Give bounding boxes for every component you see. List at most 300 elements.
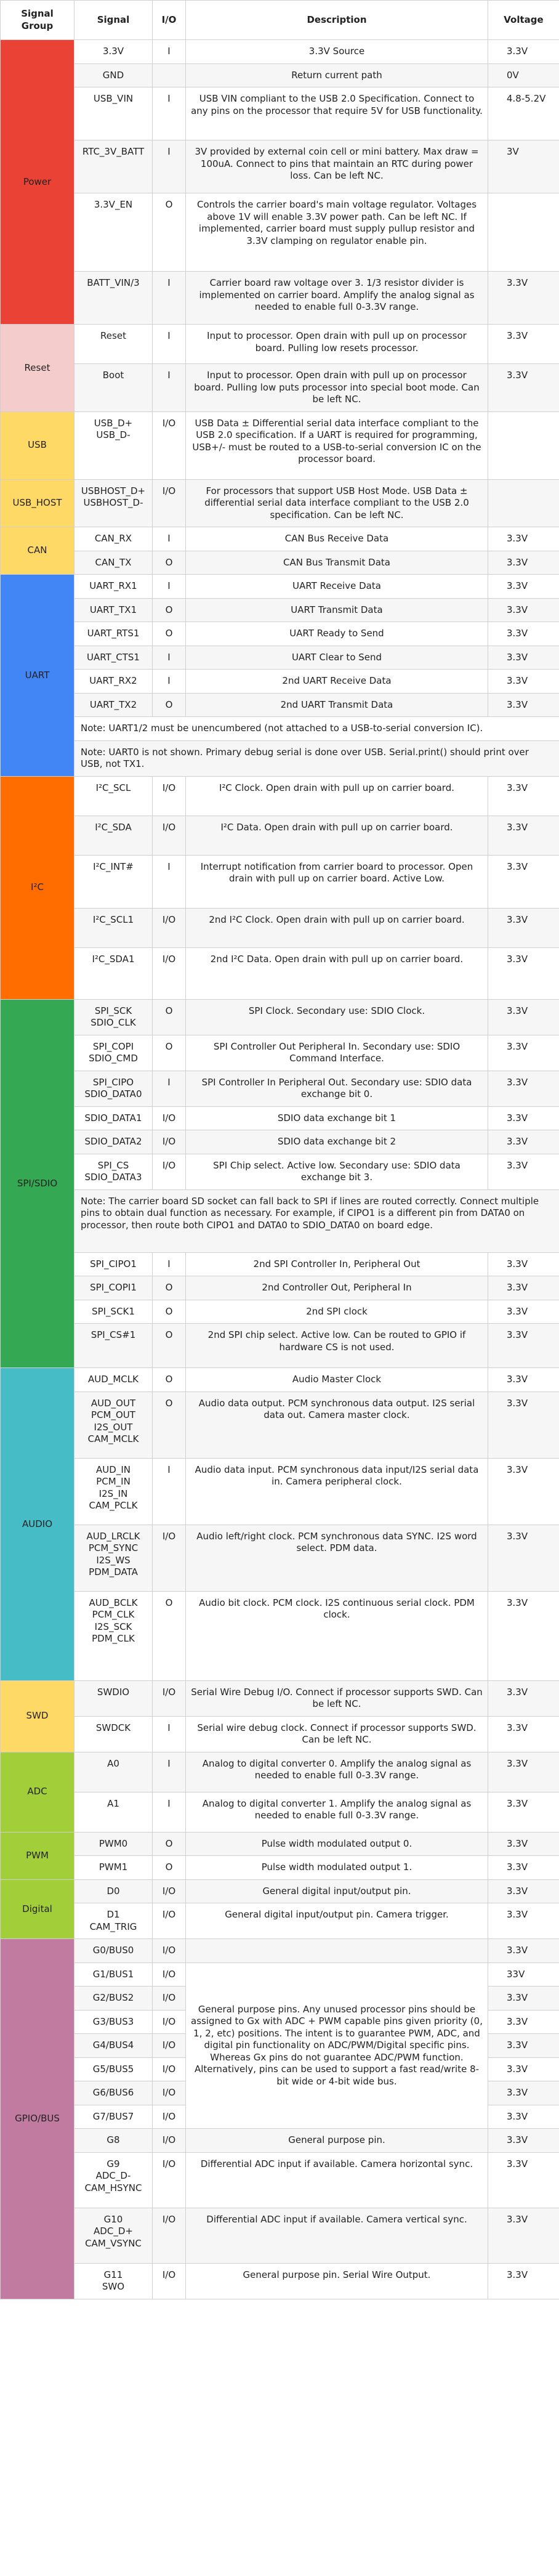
description-cell: I²C Clock. Open drain with pull up on carrier board. [186, 776, 488, 816]
voltage-cell: 3.3V [488, 947, 559, 999]
description-cell: USB VIN compliant to the USB 2.0 Specification. Connect to any pins on the processor that require 5V for USB functionality. [186, 87, 488, 140]
group-cell-digital: Digital [1, 1879, 74, 1939]
description-cell: Analog to digital converter 1. Amplify the analog signal as needed to enable full 0-3.3V range. [186, 1792, 488, 1832]
description-cell: Differential ADC input if available. Camera vertical sync. [186, 2208, 488, 2263]
signal-name: SPI_CIPO [92, 1076, 134, 1088]
description-cell: SDIO data exchange bit 2 [186, 1130, 488, 1154]
io-cell: I/O [153, 1525, 186, 1591]
table-row [1, 999, 559, 1035]
signal-cell [74, 947, 153, 999]
voltage-cell: 3.3V [488, 1716, 559, 1752]
signal-cell [74, 1276, 153, 1300]
signal-cell [74, 87, 153, 140]
table-row [1, 2208, 559, 2263]
signal-name: CAN_TX [95, 556, 132, 568]
signal-cell [74, 816, 153, 855]
table-row [1, 1856, 559, 1880]
table-row [1, 364, 559, 412]
io-cell: I [153, 87, 186, 140]
signal-cell [74, 2057, 153, 2081]
description-cell: Audio Master Clock [186, 1368, 488, 1392]
description-cell: SDIO data exchange bit 1 [186, 1106, 488, 1130]
description-cell: Analog to digital converter 0. Amplify the analog signal as needed to enable full 0-3.3V range. [186, 1752, 488, 1792]
signal-cell [74, 2081, 153, 2105]
table-row [1, 1106, 559, 1130]
signal-name: USBHOST_D+ [81, 485, 146, 496]
io-cell: I [153, 855, 186, 908]
io-cell: O [153, 1591, 186, 1680]
signal-name: A0 [107, 1757, 119, 1769]
signal-name: AUD_MCLK [88, 1374, 139, 1385]
table-row [1, 1368, 559, 1392]
voltage-cell: 3.3V [488, 1458, 559, 1525]
signal-cell [74, 1130, 153, 1154]
voltage-cell: 3.3V [488, 2057, 559, 2081]
voltage-cell: 3.3V [488, 527, 559, 551]
voltage-cell: 3.3V [488, 2010, 559, 2034]
io-cell: I [153, 1458, 186, 1525]
table-row [1, 776, 559, 816]
description-cell: CAN Bus Receive Data [186, 527, 488, 551]
signal-name: I²C_SDA1 [92, 953, 135, 965]
signal-cell [74, 1716, 153, 1752]
header-signal: Signal [74, 1, 153, 40]
table-row [1, 1792, 559, 1832]
header-voltage: Voltage [488, 1, 559, 40]
voltage-cell: 3.3V [488, 40, 559, 64]
voltage-cell: 3.3V [488, 2105, 559, 2129]
group-cell-audio: AUDIO [1, 1368, 74, 1681]
signal-cell [74, 1987, 153, 2011]
signal-name: PCM_IN [96, 1476, 131, 1487]
signal-name: AUD_BCLK [89, 1597, 138, 1608]
description-cell: Audio left/right clock. PCM synchronous data SYNC. I2S word select. PDM data. [186, 1525, 488, 1591]
signal-name: CAM_HSYNC [84, 2182, 142, 2193]
description-cell: 2nd UART Transmit Data [186, 693, 488, 717]
io-cell: I/O [153, 2057, 186, 2081]
description-cell: General purpose pin. [186, 2129, 488, 2153]
voltage-cell: 3.3V [488, 1154, 559, 1189]
voltage-cell: 3.3V [488, 855, 559, 908]
io-cell: O [153, 622, 186, 646]
io-cell: I/O [153, 1903, 186, 1939]
signal-cell [74, 411, 153, 479]
io-cell: O [153, 1276, 186, 1300]
signal-name: SWO [102, 2281, 125, 2292]
table-body [1, 40, 559, 2299]
signal-cell [74, 2105, 153, 2129]
signal-name: PDM_CLK [92, 1633, 135, 1644]
io-cell: O [153, 1832, 186, 1856]
signal-name: SPI_SCK1 [92, 1305, 135, 1317]
description-cell: General digital input/output pin. Camera trigger. [186, 1903, 488, 1939]
signal-name: G8 [107, 2134, 120, 2145]
io-cell: I/O [153, 2105, 186, 2129]
signal-name: CAM_TRIG [89, 1921, 137, 1932]
voltage-cell: 3.3V [488, 1939, 559, 1963]
table-row [1, 551, 559, 575]
signal-name: PWM0 [99, 1837, 128, 1849]
signal-cell [74, 2129, 153, 2153]
io-cell: I [153, 1071, 186, 1106]
description-cell: UART Ready to Send [186, 622, 488, 646]
signal-cell [74, 575, 153, 599]
signal-cell [74, 1391, 153, 1458]
io-cell: I [153, 1252, 186, 1276]
voltage-cell: 3.3V [488, 2081, 559, 2105]
signal-cell [74, 63, 153, 87]
table-row [1, 1903, 559, 1939]
table-row [1, 1154, 559, 1189]
header-row [1, 1, 559, 40]
signal-cell [74, 2034, 153, 2058]
description-cell: Differential ADC input if available. Camera horizontal sync. [186, 2152, 488, 2208]
voltage-cell: 3.3V [488, 1591, 559, 1680]
io-cell: I/O [153, 1939, 186, 1963]
signal-cell [74, 1324, 153, 1368]
io-cell: I [153, 140, 186, 193]
description-cell: 2nd SPI Controller In, Peripheral Out [186, 1252, 488, 1276]
signal-name: ADC_D+ [94, 2226, 133, 2237]
voltage-cell: 3.3V [488, 1252, 559, 1276]
group-cell-power: Power [1, 40, 74, 325]
voltage-cell: 3.3V [488, 1680, 559, 1716]
table-row [1, 1832, 559, 1856]
table-row [1, 693, 559, 717]
header-io: I/O [153, 1, 186, 40]
signal-cell [74, 855, 153, 908]
signal-name: I²C_SCL [95, 782, 131, 793]
io-cell: I [153, 646, 186, 670]
voltage-cell: 3.3V [488, 1106, 559, 1130]
voltage-cell: 3.3V [488, 1035, 559, 1071]
io-cell: I/O [153, 816, 186, 855]
signal-name: USB_D+ [94, 417, 133, 429]
group-cell-pwm: PWM [1, 1832, 74, 1879]
table-row [1, 670, 559, 694]
signal-name: G3/BUS3 [92, 2015, 134, 2027]
io-cell: I [153, 325, 186, 364]
voltage-cell: 3V [488, 140, 559, 193]
signal-name: I2S_WS [96, 1554, 131, 1566]
description-cell: SPI Chip select. Active low. Secondary use: SDIO data exchange bit 3. [186, 1154, 488, 1189]
signal-name: SWDIO [97, 1686, 130, 1698]
io-cell: O [153, 693, 186, 717]
voltage-cell: 3.3V [488, 1832, 559, 1856]
signal-cell [74, 1792, 153, 1832]
signal-cell [74, 140, 153, 193]
voltage-cell: 3.3V [488, 1368, 559, 1392]
io-cell: O [153, 551, 186, 575]
signal-name: AUD_LRCLK [86, 1530, 140, 1542]
signal-cell [74, 1368, 153, 1392]
voltage-cell: 3.3V [488, 1525, 559, 1591]
io-cell: I/O [153, 2081, 186, 2105]
group-cell-adc: ADC [1, 1752, 74, 1832]
signal-cell [74, 1856, 153, 1880]
io-cell: O [153, 1368, 186, 1392]
io-cell: O [153, 193, 186, 272]
voltage-cell: 4.8-5.2V [488, 87, 559, 140]
io-cell: I/O [153, 1962, 186, 1987]
group-cell-uart: UART [1, 575, 74, 777]
signal-name: SPI_SCK [94, 1005, 132, 1016]
table-row [1, 1879, 559, 1903]
io-cell: I/O [153, 2129, 186, 2153]
description-cell: CAN Bus Transmit Data [186, 551, 488, 575]
signal-cell [74, 908, 153, 947]
table-row [1, 140, 559, 193]
signal-cell [74, 670, 153, 694]
signal-name: G9 [107, 2158, 120, 2169]
table-row [1, 63, 559, 87]
signal-cell [74, 1591, 153, 1680]
signal-name: PCM_CLK [92, 1609, 135, 1620]
description-cell: I²C Data. Open drain with pull up on carrier board. [186, 816, 488, 855]
group-cell-usb: USB [1, 411, 74, 479]
signal-name: Boot [102, 370, 124, 381]
description-cell: 2nd UART Receive Data [186, 670, 488, 694]
signal-name: SDIO_CMD [89, 1053, 138, 1064]
signal-name: GND [102, 69, 124, 81]
signal-cell [74, 1300, 153, 1324]
description-cell: Serial wire debug clock. Connect if processor supports SWD. Can be left NC. [186, 1716, 488, 1752]
description-cell: UART Transmit Data [186, 598, 488, 622]
group-cell-swd: SWD [1, 1680, 74, 1752]
io-cell: I/O [153, 947, 186, 999]
voltage-cell: 3.3V [488, 1856, 559, 1880]
voltage-cell [488, 479, 559, 527]
signal-cell [74, 693, 153, 717]
table-row [1, 1130, 559, 1154]
voltage-cell: 3.3V [488, 1276, 559, 1300]
io-cell: O [153, 598, 186, 622]
description-cell: Audio data input. PCM synchronous data input/I2S serial data in. Camera peripheral clock. [186, 1458, 488, 1525]
signal-name: USB_D- [96, 429, 131, 440]
signal-name: SPI_COPI1 [90, 1282, 137, 1293]
description-cell: General purpose pin. Serial Wire Output. [186, 2263, 488, 2299]
signal-name: G11 [103, 2269, 123, 2280]
group-cell-reset: Reset [1, 325, 74, 412]
signal-cell [74, 2263, 153, 2299]
voltage-cell: 3.3V [488, 551, 559, 575]
table-row [1, 479, 559, 527]
signal-name: SDIO_DATA2 [84, 1136, 142, 1147]
io-cell: I [153, 364, 186, 412]
header-description: Description [186, 1, 488, 40]
signal-cell [74, 999, 153, 1035]
note-row [1, 740, 559, 776]
signal-name: I²C_SDA [95, 821, 132, 833]
description-cell: Return current path [186, 63, 488, 87]
table-row [1, 598, 559, 622]
description-cell: UART Clear to Send [186, 646, 488, 670]
signal-cell [74, 1458, 153, 1525]
table-row [1, 1716, 559, 1752]
table-row [1, 1591, 559, 1680]
description-cell: 2nd I²C Clock. Open drain with pull up on carrier board. [186, 908, 488, 947]
voltage-cell: 3.3V [488, 325, 559, 364]
note-cell: Note: UART1/2 must be unencumbered (not attached to a USB-to-serial conversion IC). [74, 717, 559, 741]
signal-cell [74, 2010, 153, 2034]
signal-name: PDM_DATA [89, 1566, 138, 1578]
io-cell: I/O [153, 776, 186, 816]
table-row [1, 411, 559, 479]
voltage-cell: 0V [488, 63, 559, 87]
voltage-cell: 3.3V [488, 2152, 559, 2208]
signal-name: G6/BUS6 [92, 2087, 134, 2098]
description-cell: Serial Wire Debug I/O. Connect if processor supports SWD. Can be left NC. [186, 1680, 488, 1716]
io-cell: I/O [153, 2152, 186, 2208]
io-cell: I/O [153, 1879, 186, 1903]
description-cell: 2nd SPI chip select. Active low. Can be routed to GPIO if hardware CS is not used. [186, 1324, 488, 1368]
signal-cell [74, 1939, 153, 1963]
voltage-cell: 3.3V [488, 598, 559, 622]
signal-cell [74, 1680, 153, 1716]
io-cell: I [153, 1716, 186, 1752]
table-row [1, 1939, 559, 1963]
voltage-cell: 3.3V [488, 622, 559, 646]
description-cell: Audio data output. PCM synchronous data output. I2S serial data out. Camera master clock. [186, 1391, 488, 1458]
signal-name: CAM_PCLK [89, 1500, 138, 1511]
io-cell: O [153, 1391, 186, 1458]
signal-cell [74, 325, 153, 364]
table-row [1, 1525, 559, 1591]
signal-cell [74, 1879, 153, 1903]
signal-cell [74, 40, 153, 64]
table-row [1, 947, 559, 999]
description-cell: 3.3V Source [186, 40, 488, 64]
table-row [1, 193, 559, 272]
table-row [1, 1035, 559, 1071]
description-cell: Input to processor. Open drain with pull up on processor board. Pulling low puts processor into special boot mode. Can be left NC. [186, 364, 488, 412]
description-cell [186, 1939, 488, 1963]
table-row [1, 622, 559, 646]
signal-name: PCM_SYNC [88, 1542, 139, 1553]
note-cell: Note: UART0 is not shown. Primary debug serial is done over USB. Serial.print() should print over USB, not TX1. [74, 740, 559, 776]
signal-cell [74, 1071, 153, 1106]
description-cell: Controls the carrier board's main voltage regulator. Voltages above 1V will enable 3.3V power path. Can be left NC. If implemented, carrier board must supply pullup resistor and 3.3V clamping on regulator enable pin. [186, 193, 488, 272]
signal-name: SWDCK [95, 1722, 131, 1733]
voltage-cell: 3.3V [488, 646, 559, 670]
io-cell: I/O [153, 1154, 186, 1189]
signal-name: CAM_MCLK [87, 1433, 139, 1444]
table-row [1, 908, 559, 947]
table-row [1, 1680, 559, 1716]
description-cell: UART Receive Data [186, 575, 488, 599]
io-cell [153, 63, 186, 87]
signal-cell [74, 1903, 153, 1939]
voltage-cell: 3.3V [488, 575, 559, 599]
voltage-cell: 3.3V [488, 908, 559, 947]
io-cell: I [153, 1752, 186, 1792]
signal-name: SDIO_DATA3 [84, 1172, 142, 1183]
io-cell: I/O [153, 2263, 186, 2299]
group-cell-i-c: I²C [1, 776, 74, 999]
io-cell: O [153, 1856, 186, 1880]
signal-name: G0/BUS0 [92, 1945, 134, 1956]
description-cell: For processors that support USB Host Mode. USB Data ± differential serial data interface compliant to the USB 2.0 specification. Can be left NC. [186, 479, 488, 527]
table-row [1, 1071, 559, 1106]
table-row [1, 2129, 559, 2153]
signal-name: I2S_SCK [94, 1621, 132, 1632]
voltage-cell: 3.3V [488, 364, 559, 412]
description-cell: Audio bit clock. PCM clock. I2S continuous serial clock. PDM clock. [186, 1591, 488, 1680]
description-cell: Input to processor. Open drain with pull up on processor board. Pulling low resets processor. [186, 325, 488, 364]
voltage-cell: 3.3V [488, 670, 559, 694]
description-cell: USB Data ± Differential serial data interface compliant to the USB 2.0 specification. If a UART is required for programming, USB+/- must be routed to a USB-to-serial conversion IC on the processor board. [186, 411, 488, 479]
voltage-cell: 3.3V [488, 272, 559, 325]
signal-cell [74, 1106, 153, 1130]
description-cell: Carrier board raw voltage over 3. 1/3 resistor divider is implemented on carrier board. Amplify the analog signal as needed to enable full 0-3.3V range. [186, 272, 488, 325]
signal-cell [74, 364, 153, 412]
io-cell: I [153, 272, 186, 325]
signal-name: AUD_IN [96, 1464, 131, 1475]
io-cell: I [153, 575, 186, 599]
table-row [1, 1391, 559, 1458]
voltage-cell: 3.3V [488, 816, 559, 855]
io-cell: I [153, 527, 186, 551]
table-row [1, 40, 559, 64]
voltage-cell: 3.3V [488, 2129, 559, 2153]
voltage-cell [488, 411, 559, 479]
table-row [1, 575, 559, 599]
voltage-cell: 3.3V [488, 999, 559, 1035]
signal-cell [74, 551, 153, 575]
io-cell: I/O [153, 908, 186, 947]
voltage-cell: 3.3V [488, 1987, 559, 2011]
note-row [1, 717, 559, 741]
signal-name: RTC_3V_BATT [82, 146, 145, 157]
description-cell: Interrupt notification from carrier board to processor. Open drain with pull up on carrier board. Active Low. [186, 855, 488, 908]
signal-name: PCM_OUT [91, 1409, 135, 1420]
signal-name: CAN_RX [94, 533, 132, 544]
io-cell: I/O [153, 1106, 186, 1130]
io-cell: O [153, 1300, 186, 1324]
description-cell: 2nd I²C Data. Open drain with pull up on carrier board. [186, 947, 488, 999]
signal-name: I2S_OUT [94, 1421, 133, 1433]
description-cell: General purpose pins. Any unused processor pins should be assigned to Gx with ADC + PWM capable pins given priority (0, 1, 2, etc) positions. The intent is to guarantee PWM, ADC, and digital pin functionality on ADC/PWM/Digital specific pins. Whereas Gx pins do not guarantee ADC/PWM function. Alternatively, pins can be used to support a fast read/write 8-bit wide or 4-bit wide bus. [186, 1962, 488, 2129]
signal-name: D0 [107, 1885, 120, 1897]
voltage-cell: 3.3V [488, 1903, 559, 1939]
voltage-cell: 3.3V [488, 1792, 559, 1832]
signal-name: G7/BUS7 [92, 2110, 134, 2122]
io-cell: I [153, 670, 186, 694]
signal-cell [74, 598, 153, 622]
description-cell: 2nd Controller Out, Peripheral In [186, 1276, 488, 1300]
voltage-cell: 3.3V [488, 2263, 559, 2299]
group-cell-can: CAN [1, 527, 74, 575]
io-cell: O [153, 999, 186, 1035]
signal-name: G4/BUS4 [92, 2039, 134, 2051]
io-cell: I/O [153, 1680, 186, 1716]
io-cell: I/O [153, 2208, 186, 2263]
table-row [1, 1752, 559, 1792]
description-cell: SPI Clock. Secondary use: SDIO Clock. [186, 999, 488, 1035]
group-cell-gpio-bus: GPIO/BUS [1, 1939, 74, 2299]
signal-name: UART_TX2 [89, 699, 137, 710]
signal-name: I²C_INT# [93, 861, 134, 872]
table-row [1, 87, 559, 140]
signal-name: USB_VIN [93, 93, 134, 104]
io-cell: I/O [153, 411, 186, 479]
table-row [1, 325, 559, 364]
signal-name: I2S_IN [99, 1488, 128, 1499]
voltage-cell: 3.3V [488, 1391, 559, 1458]
signal-name: PWM1 [99, 1861, 128, 1873]
signal-name: ADC_D- [95, 2170, 131, 2181]
signal-cell [74, 1525, 153, 1591]
